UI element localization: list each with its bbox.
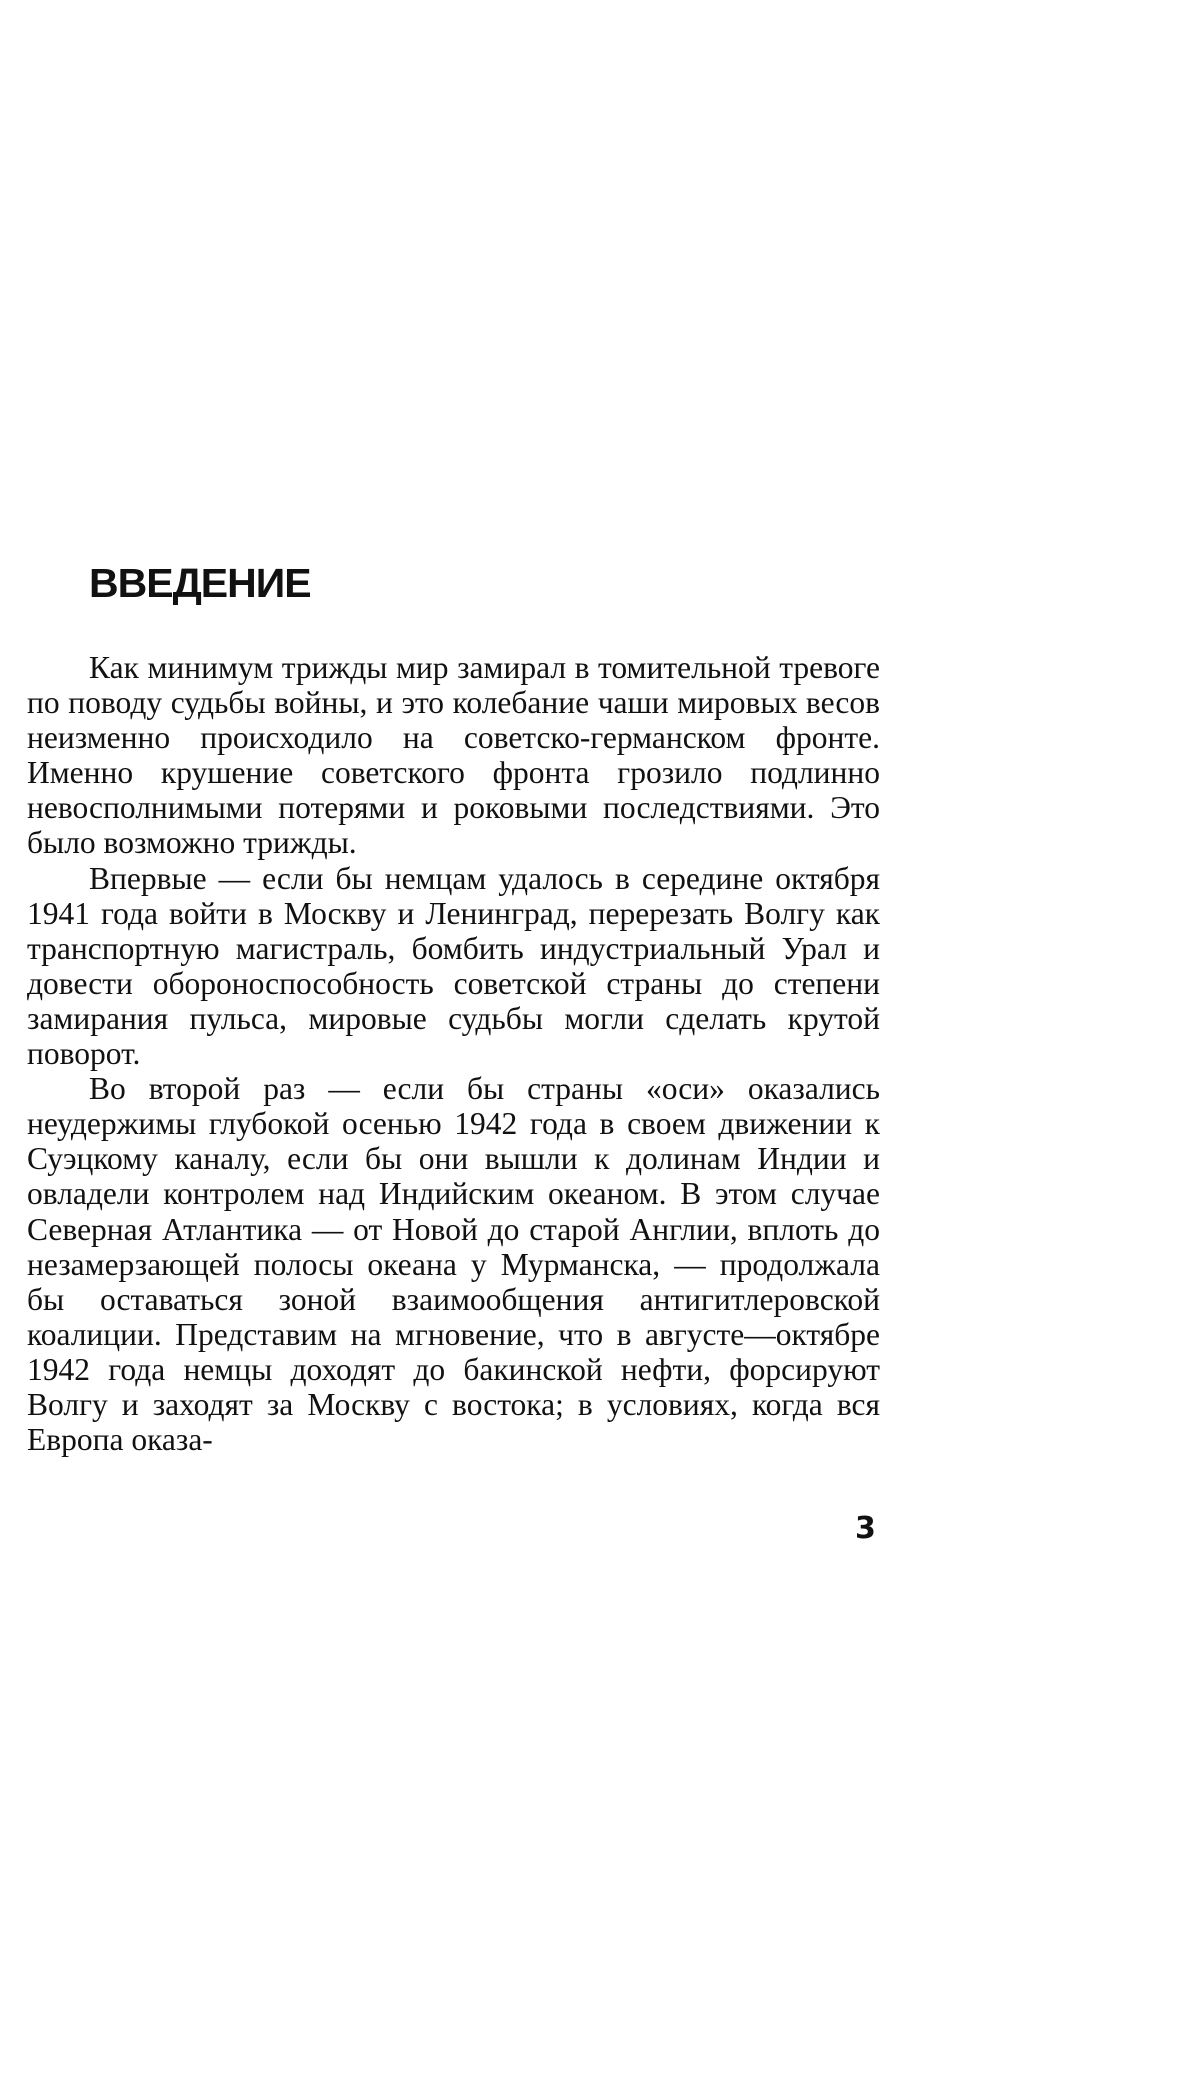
paragraph-3: Во второй раз — если бы страны «оси» оказались неудержимы глубокой осенью 1942 года в своем движении к Суэцкому каналу, если бы они вышли к долинам Индии и овладели контролем над Индийским океаном. В этом случае Северная Атлантика — от Новой до старой Англии, вплоть до незамерзающей полосы океана у Мурманска, — продолжала бы оставаться зоной взаимообщения антигитлеровской коалиции. Представим на мгновение, что в августе—октябре 1942 года немцы доходят до бакинской нефти, форсируют Волгу и заходят за Москву с востока; в условиях, когда вся Европа оказа- [27,1071,880,1458]
page-number: 3 [855,1511,876,1546]
body-text [27,650,880,1457]
paragraph-1: Как минимум трижды мир замирал в томительной тревоге по поводу судьбы войны, и это колебание чаши мировых весов неизменно происходило на советско-германском фронте. Именно крушение советского фронта грозило подлинно невосполнимыми потерями и роковыми последствиями. Это было возможно трижды. [27,650,880,861]
chapter-title: ВВЕДЕНИЕ [89,560,311,606]
paragraph-2: Впервые — если бы немцам удалось в середине октября 1941 года войти в Москву и Ленинград, перерезать Волгу как транспортную магистраль, бомбить индустриальный Урал и довести обороноспособность советской страны до степени замирания пульса, мировые судьбы могли сделать крутой поворот. [27,860,880,1072]
